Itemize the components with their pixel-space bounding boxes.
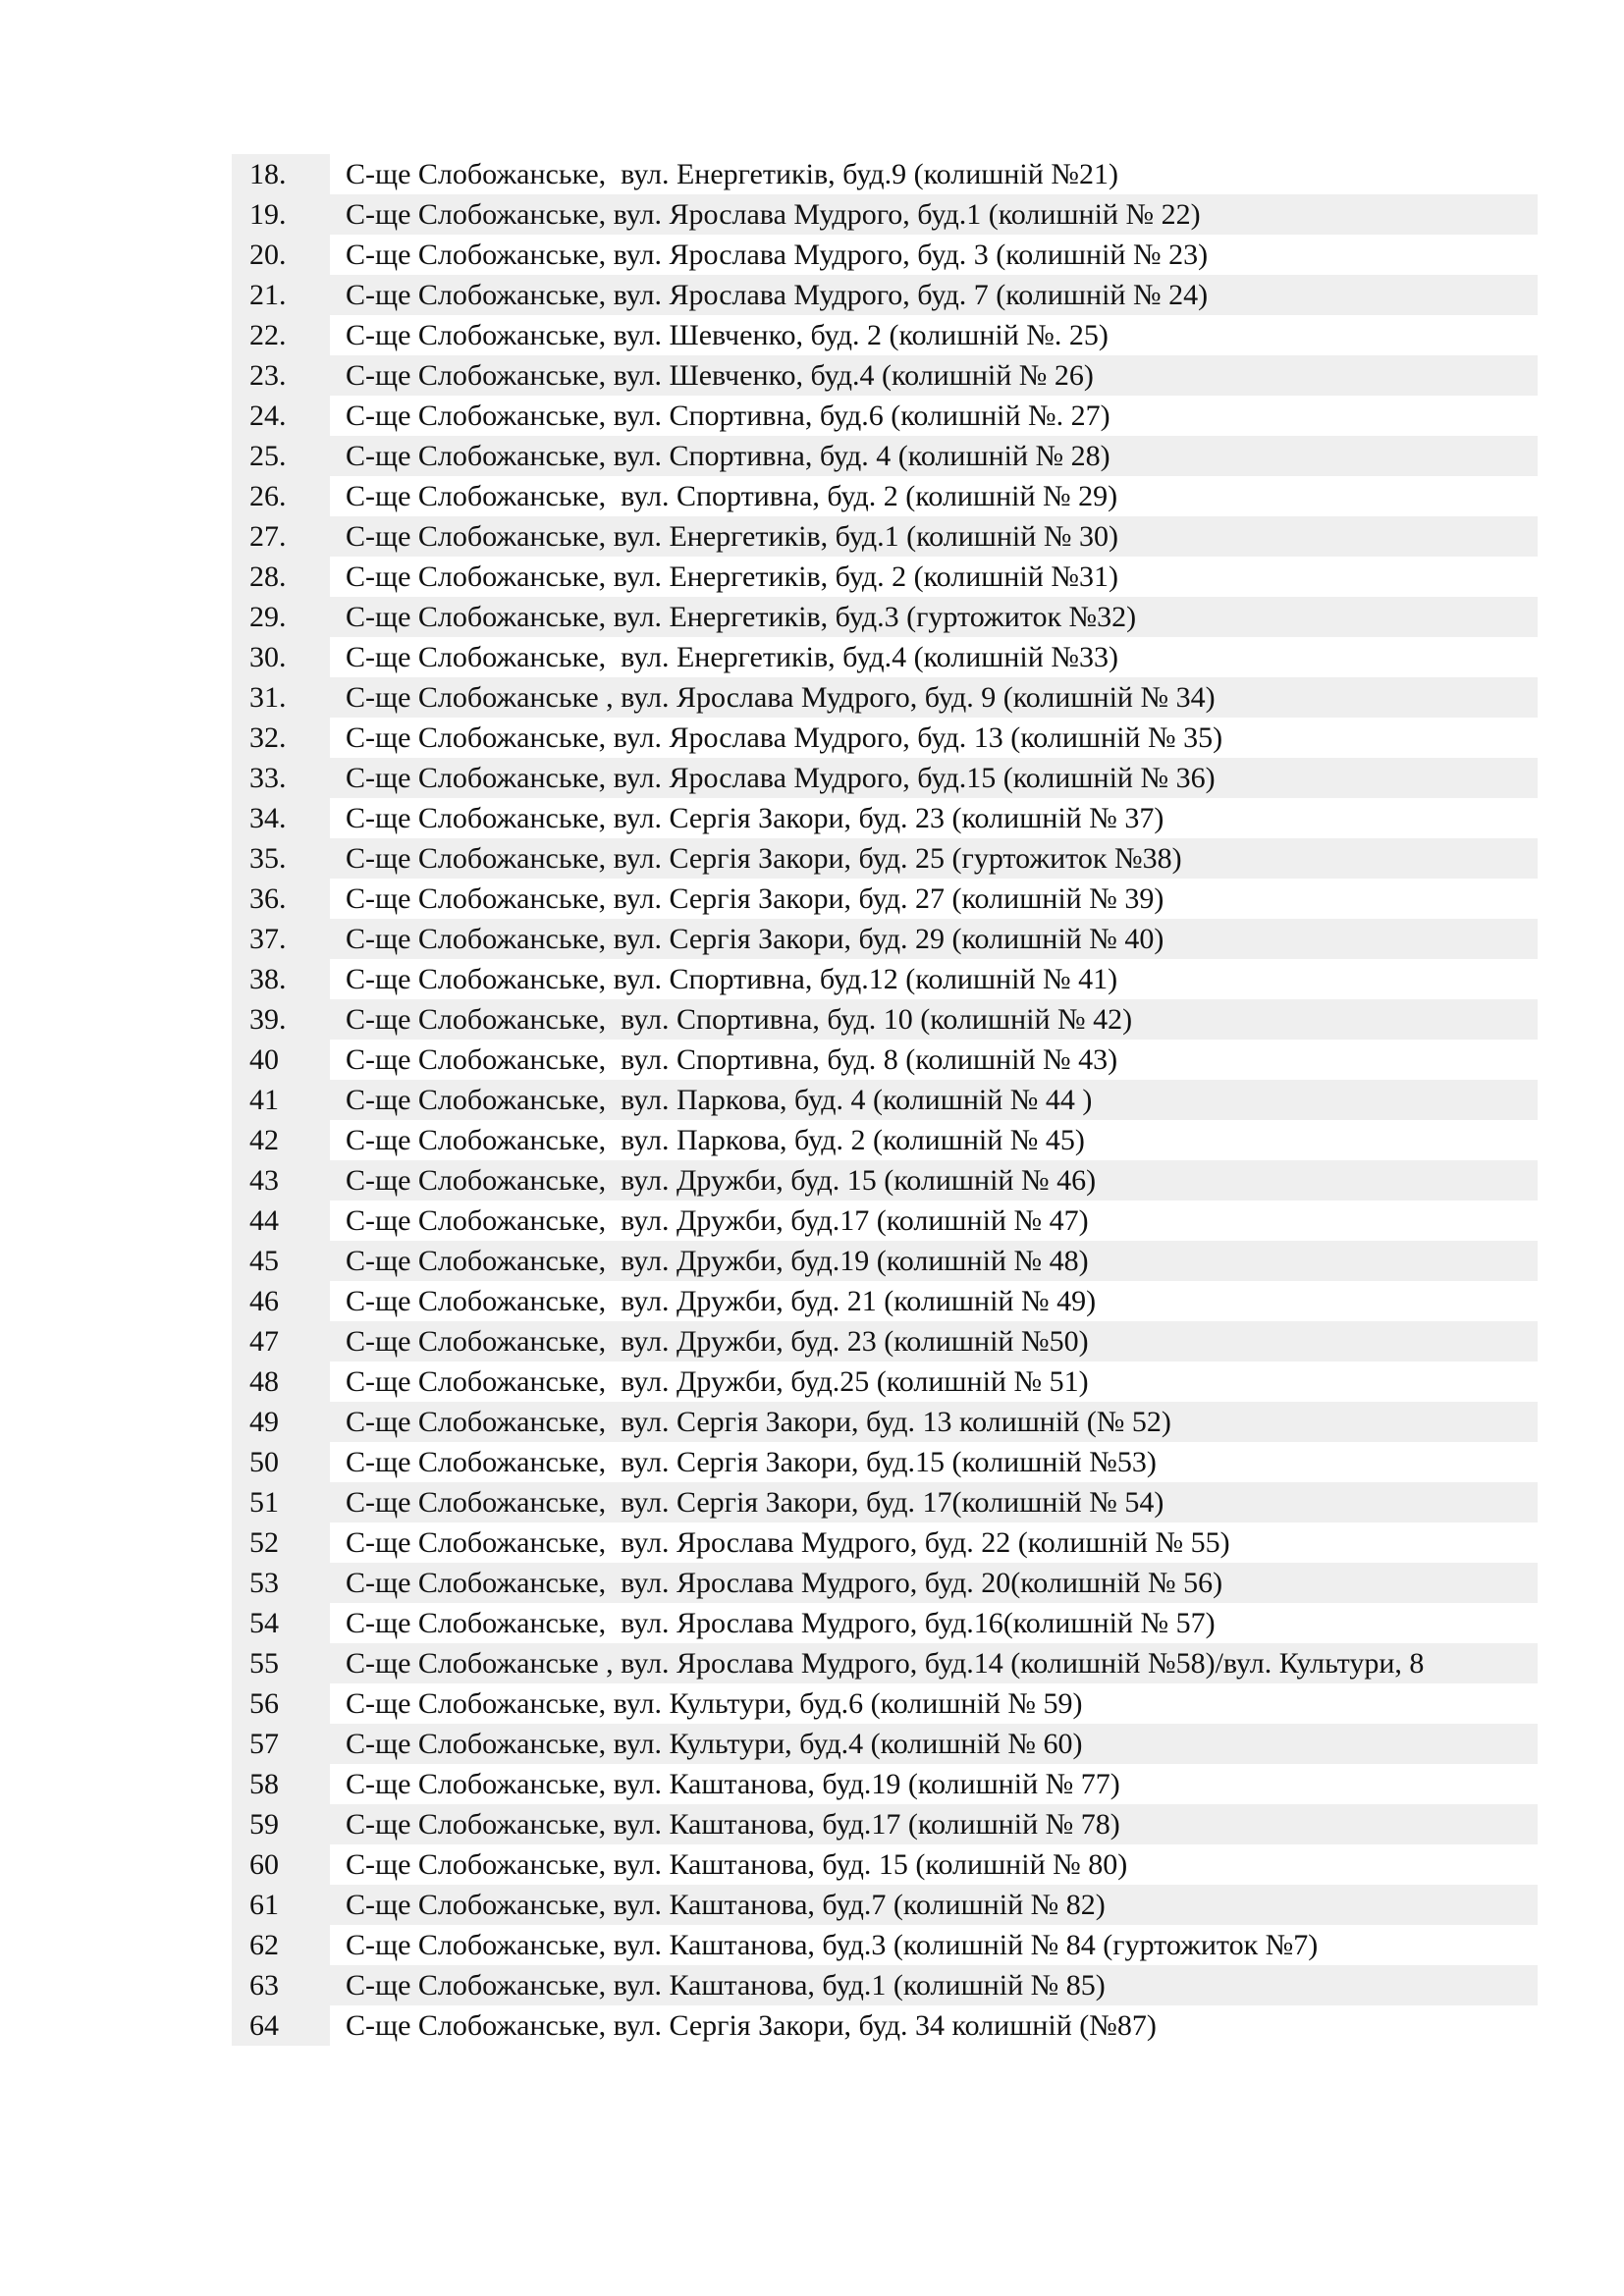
item-number: 51 [232,1482,330,1522]
item-number: 24. [232,396,330,436]
item-number: 45 [232,1241,330,1281]
list-item [232,1201,1538,1241]
item-number: 27. [232,516,330,557]
item-address: С-ще Слобожанське, вул. Сергія Закори, буд.15 (колишній №53) [346,1446,1157,1478]
item-address: С-ще Слобожанське, вул. Ярослава Мудрого, буд. 22 (колишній № 55) [346,1526,1230,1559]
list-item [232,154,1538,194]
item-address: С-ще Слобожанське, вул. Спортивна, буд. 2 (колишній № 29) [346,480,1118,512]
item-number: 28. [232,557,330,597]
list-item [232,1120,1538,1160]
item-address: С-ще Слобожанське, вул. Ярослава Мудрого, буд.16(колишній № 57) [346,1607,1216,1639]
list-item [232,677,1538,718]
list-item [232,879,1538,919]
item-number: 37. [232,919,330,959]
list-item [232,798,1538,838]
item-number: 23. [232,355,330,396]
item-address: С-ще Слобожанське, вул. Каштанова, буд.7 (колишній № 82) [330,1885,1538,1925]
list-item [232,1281,1538,1321]
list-item [232,597,1538,637]
list-item [232,1402,1538,1442]
item-number: 41 [232,1080,330,1120]
list-item [232,959,1538,999]
item-address: С-ще Слобожанське, вул. Дружби, буд. 15 (колишній № 46) [330,1160,1538,1201]
item-address: С-ще Слобожанське, вул. Дружби, буд.19 (колишній № 48) [330,1241,1538,1281]
item-number: 55 [232,1643,330,1683]
item-address: С-ще Слобожанське, вул. Ярослава Мудрого, буд.1 (колишній № 22) [330,194,1538,235]
item-number: 31. [232,677,330,718]
list-item [232,1482,1538,1522]
list-item [232,1643,1538,1683]
item-address: С-ще Слобожанське, вул. Дружби, буд. 21 (колишній № 49) [346,1285,1097,1317]
item-address: С-ще Слобожанське, вул. Ярослава Мудрого, буд. 13 (колишній № 35) [346,721,1223,754]
list-item [232,1683,1538,1724]
item-address: С-ще Слобожанське, вул. Дружби, буд.25 (колишній № 51) [346,1365,1089,1398]
item-number: 56 [232,1683,330,1724]
item-address: С-ще Слобожанське, вул. Ярослава Мудрого, буд.15 (колишній № 36) [330,758,1538,798]
list-item [232,235,1538,275]
item-number: 32. [232,718,330,758]
item-number: 20. [232,235,330,275]
list-item [232,1603,1538,1643]
item-address: С-ще Слобожанське, вул. Сергія Закори, буд. 13 колишній (№ 52) [330,1402,1538,1442]
item-address: С-ще Слобожанське, вул. Культури, буд.4 (колишній № 60) [330,1724,1538,1764]
item-address: С-ще Слобожанське, вул. Енергетиків, буд.3 (гуртожиток №32) [330,597,1538,637]
item-address: С-ще Слобожанське, вул. Сергія Закори, буд. 25 (гуртожиток №38) [330,838,1538,879]
item-number: 44 [232,1201,330,1241]
item-number: 54 [232,1603,330,1643]
item-address: С-ще Слобожанське, вул. Культури, буд.6 (колишній № 59) [346,1687,1083,1720]
list-item [232,396,1538,436]
list-item [232,436,1538,476]
list-item [232,557,1538,597]
item-address: С-ще Слобожанське , вул. Ярослава Мудрого, буд. 9 (колишній № 34) [330,677,1538,718]
list-item [232,758,1538,798]
item-number: 64 [232,2005,330,2046]
item-number: 43 [232,1160,330,1201]
list-item [232,1563,1538,1603]
list-item [232,1885,1538,1925]
list-item [232,1764,1538,1804]
item-number: 38. [232,959,330,999]
item-number: 34. [232,798,330,838]
item-address: С-ще Слобожанське, вул. Каштанова, буд.1 (колишній № 85) [330,1965,1538,2005]
item-address: С-ще Слобожанське, вул. Каштанова, буд.19 (колишній № 77) [346,1768,1120,1800]
address-list [232,154,1538,2046]
item-number: 18. [232,154,330,194]
item-number: 26. [232,476,330,516]
item-address: С-ще Слобожанське, вул. Каштанова, буд. 15 (колишній № 80) [346,1848,1128,1881]
item-address: С-ще Слобожанське, вул. Дружби, буд. 23 (колишній №50) [330,1321,1538,1362]
item-number: 59 [232,1804,330,1844]
item-number: 50 [232,1442,330,1482]
item-number: 49 [232,1402,330,1442]
list-item [232,2005,1538,2046]
item-number: 40 [232,1040,330,1080]
item-address: С-ще Слобожанське, вул. Енергетиків, буд.4 (колишній №33) [346,641,1118,673]
list-item [232,1804,1538,1844]
item-address: С-ще Слобожанське, вул. Паркова, буд. 2 (колишній № 45) [346,1124,1085,1156]
item-address: С-ще Слобожанське, вул. Дружби, буд.17 (колишній № 47) [346,1204,1089,1237]
item-number: 21. [232,275,330,315]
list-item [232,1442,1538,1482]
item-number: 19. [232,194,330,235]
item-number: 62 [232,1925,330,1965]
item-number: 47 [232,1321,330,1362]
item-number: 46 [232,1281,330,1321]
item-address: С-ще Слобожанське, вул. Спортивна, буд. 8 (колишній № 43) [346,1043,1118,1076]
item-number: 52 [232,1522,330,1563]
list-item [232,838,1538,879]
item-address: С-ще Слобожанське, вул. Енергетиків, буд.1 (колишній № 30) [330,516,1538,557]
item-number: 33. [232,758,330,798]
item-address: С-ще Слобожанське, вул. Ярослава Мудрого, буд. 3 (колишній № 23) [346,239,1209,271]
item-number: 53 [232,1563,330,1603]
item-number: 39. [232,999,330,1040]
item-address: С-ще Слобожанське, вул. Каштанова, буд.3 (колишній № 84 (гуртожиток №7) [346,1929,1319,1961]
list-item [232,1160,1538,1201]
item-number: 30. [232,637,330,677]
list-item [232,315,1538,355]
item-address: С-ще Слобожанське, вул. Енергетиків, буд.9 (колишній №21) [346,158,1118,190]
item-address: С-ще Слобожанське, вул. Спортивна, буд. 4 (колишній № 28) [330,436,1538,476]
item-address: С-ще Слобожанське , вул. Ярослава Мудрого, буд.14 (колишній №58)/вул. Культури, 8 [330,1643,1538,1683]
item-number: 29. [232,597,330,637]
item-number: 42 [232,1120,330,1160]
item-address: С-ще Слобожанське, вул. Шевченко, буд.4 (колишній № 26) [330,355,1538,396]
item-address: С-ще Слобожанське, вул. Паркова, буд. 4 (колишній № 44 ) [330,1080,1538,1120]
item-address: С-ще Слобожанське, вул. Сергія Закори, буд. 23 (колишній № 37) [346,802,1164,834]
list-item [232,919,1538,959]
item-number: 35. [232,838,330,879]
item-address: С-ще Слобожанське, вул. Енергетиків, буд. 2 (колишній №31) [346,561,1118,593]
item-number: 25. [232,436,330,476]
list-item [232,1844,1538,1885]
item-number: 48 [232,1362,330,1402]
item-number: 57 [232,1724,330,1764]
list-item [232,1321,1538,1362]
list-item [232,637,1538,677]
list-item [232,1965,1538,2005]
item-address: С-ще Слобожанське, вул. Сергія Закори, буд. 34 колишній (№87) [346,2009,1157,2042]
item-number: 60 [232,1844,330,1885]
list-item [232,355,1538,396]
item-number: 61 [232,1885,330,1925]
list-item [232,1522,1538,1563]
list-item [232,1080,1538,1120]
item-number: 58 [232,1764,330,1804]
item-address: С-ще Слобожанське, вул. Сергія Закори, буд. 17(колишній № 54) [330,1482,1538,1522]
list-item [232,718,1538,758]
list-item [232,1724,1538,1764]
item-address: С-ще Слобожанське, вул. Сергія Закори, буд. 29 (колишній № 40) [330,919,1538,959]
item-number: 36. [232,879,330,919]
list-item [232,516,1538,557]
item-address: С-ще Слобожанське, вул. Ярослава Мудрого, буд. 7 (колишній № 24) [330,275,1538,315]
list-item [232,1362,1538,1402]
list-item [232,194,1538,235]
list-item [232,1925,1538,1965]
item-address: С-ще Слобожанське, вул. Спортивна, буд. 10 (колишній № 42) [330,999,1538,1040]
item-number: 63 [232,1965,330,2005]
list-item [232,1241,1538,1281]
item-address: С-ще Слобожанське, вул. Ярослава Мудрого, буд. 20(колишній № 56) [330,1563,1538,1603]
list-item [232,1040,1538,1080]
item-address: С-ще Слобожанське, вул. Сергія Закори, буд. 27 (колишній № 39) [346,882,1164,915]
item-address: С-ще Слобожанське, вул. Спортивна, буд.6 (колишній №. 27) [346,400,1110,432]
item-address: С-ще Слобожанське, вул. Спортивна, буд.12 (колишній № 41) [346,963,1118,995]
list-item [232,476,1538,516]
list-item [232,999,1538,1040]
item-address: С-ще Слобожанське, вул. Шевченко, буд. 2 (колишній №. 25) [346,319,1109,351]
list-item [232,275,1538,315]
item-number: 22. [232,315,330,355]
item-address: С-ще Слобожанське, вул. Каштанова, буд.17 (колишній № 78) [330,1804,1538,1844]
